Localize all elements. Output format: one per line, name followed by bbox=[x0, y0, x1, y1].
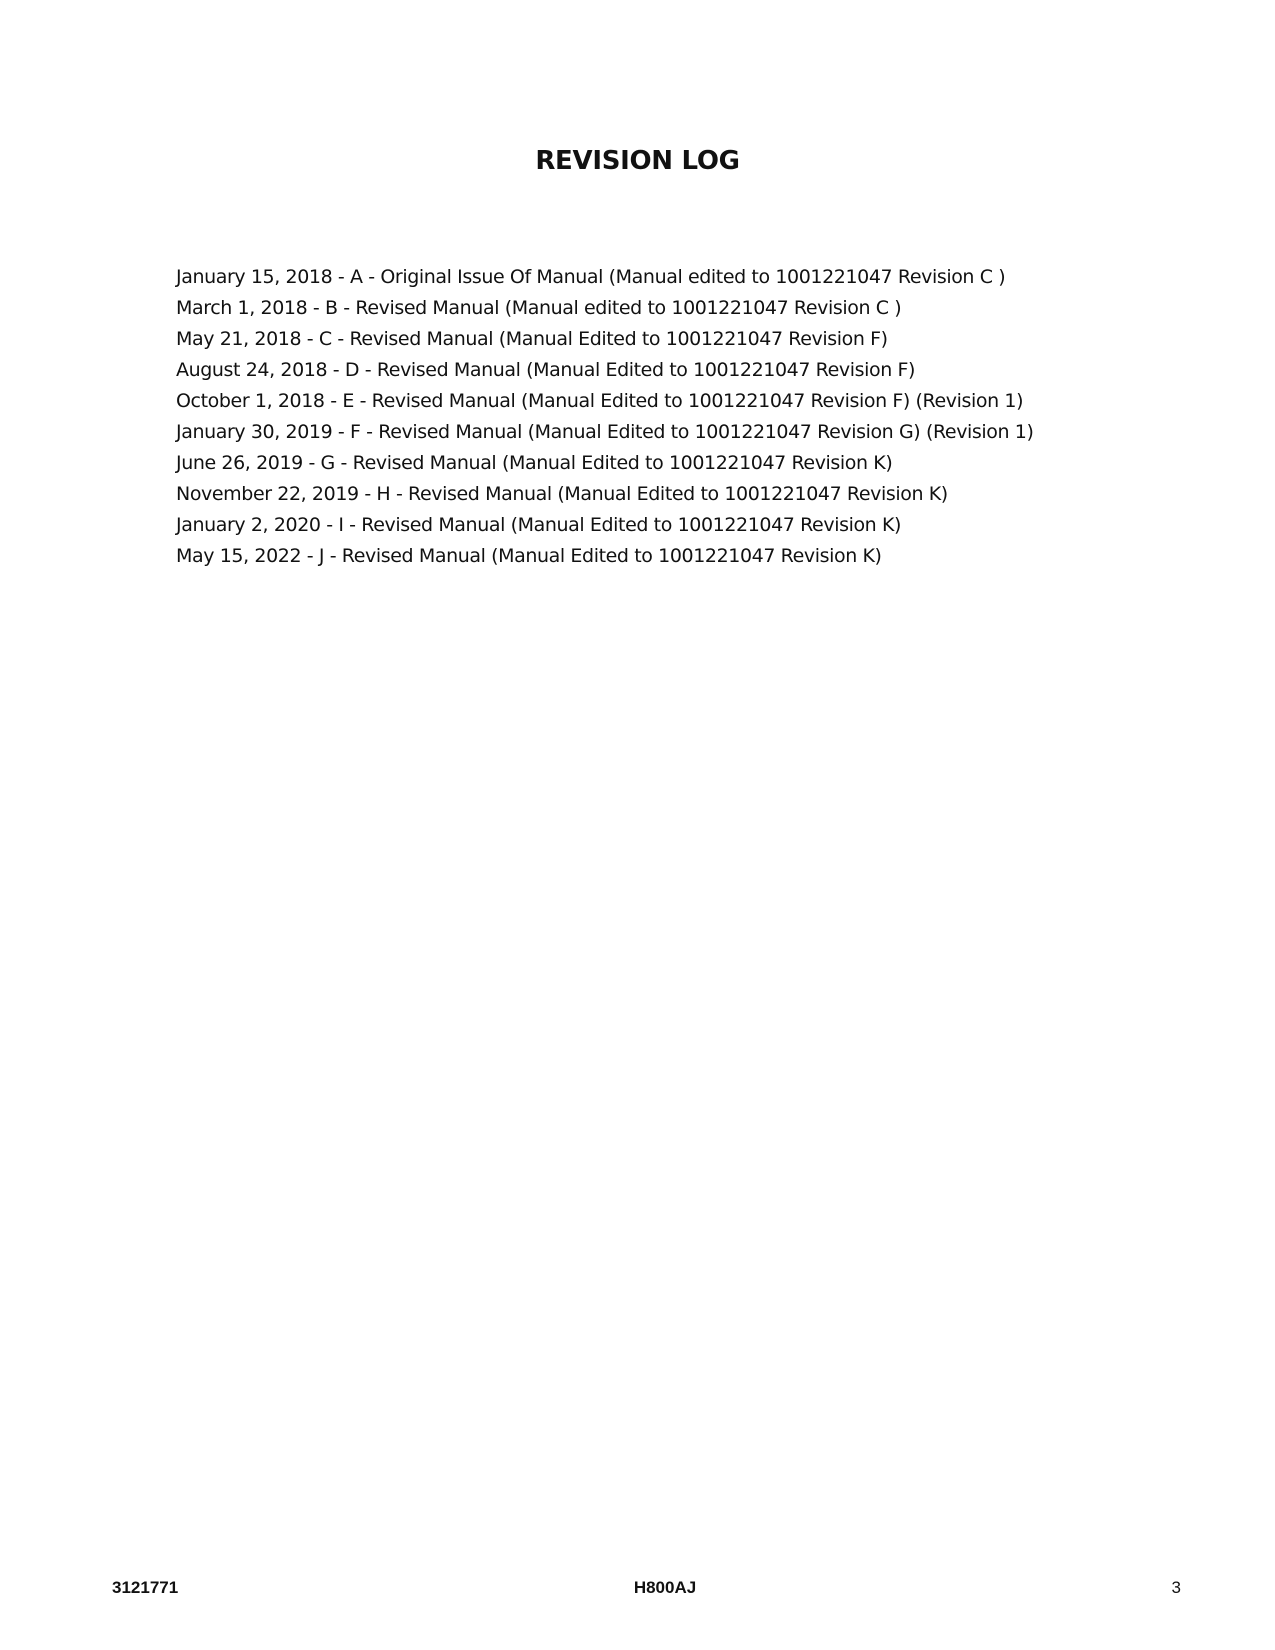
revision-entry-b: March 1, 2018 - B - Revised Manual (Manual edited to 1001221047 Revision C ) bbox=[176, 297, 902, 319]
footer-page-number: 3 bbox=[1171, 1578, 1181, 1597]
revision-entry-f: January 30, 2019 - F - Revised Manual (Manual Edited to 1001221047 Revision G) (Revision 1) bbox=[176, 421, 1034, 443]
revision-entry-i: January 2, 2020 - I - Revised Manual (Manual Edited to 1001221047 Revision K) bbox=[176, 514, 902, 536]
page-footer bbox=[0, 1578, 1275, 1602]
revision-entry-c: May 21, 2018 - C - Revised Manual (Manual Edited to 1001221047 Revision F) bbox=[176, 328, 888, 350]
footer-doc-number: 3121771 bbox=[112, 1578, 179, 1597]
footer-model: H800AJ bbox=[633, 1578, 697, 1597]
page-title: REVISION LOG bbox=[535, 146, 740, 176]
revision-entry-d: August 24, 2018 - D - Revised Manual (Manual Edited to 1001221047 Revision F) bbox=[176, 359, 916, 381]
revision-entry-h: November 22, 2019 - H - Revised Manual (Manual Edited to 1001221047 Revision K) bbox=[176, 483, 948, 505]
revision-list bbox=[176, 262, 1176, 572]
revision-entry-e: October 1, 2018 - E - Revised Manual (Manual Edited to 1001221047 Revision F) (Revision 1) bbox=[176, 390, 1024, 412]
revision-entry-j: May 15, 2022 - J - Revised Manual (Manual Edited to 1001221047 Revision K) bbox=[176, 545, 882, 567]
revision-entry-g: June 26, 2019 - G - Revised Manual (Manual Edited to 1001221047 Revision K) bbox=[176, 452, 893, 474]
revision-entry-a: January 15, 2018 - A - Original Issue Of Manual (Manual edited to 1001221047 Revision C ) bbox=[176, 266, 1006, 288]
